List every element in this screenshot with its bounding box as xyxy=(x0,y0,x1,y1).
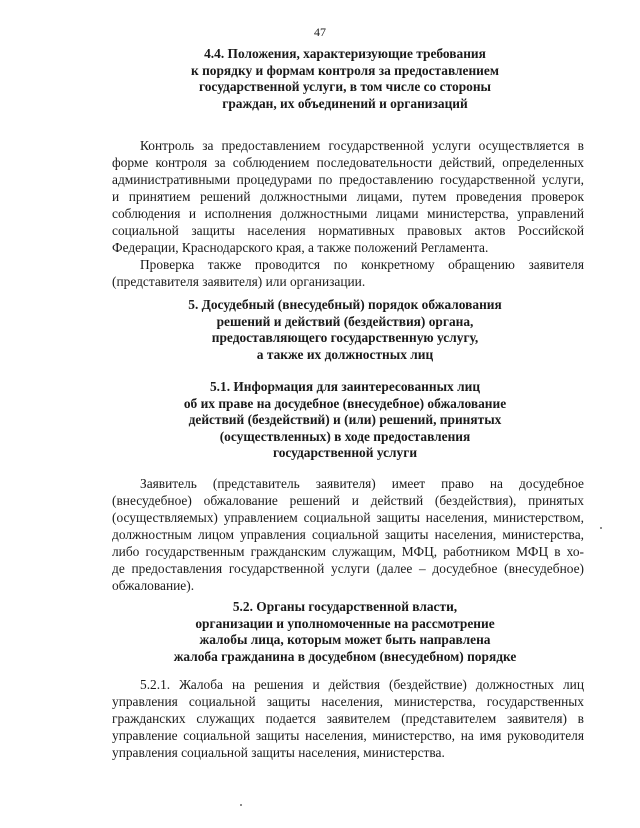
text-line: управления социальной защиты населения, министерства. xyxy=(112,745,445,760)
heading-line: государственной услуги, в том числе со стороны xyxy=(198,79,492,94)
text-line: управления социальной защиты населения, министерства, государственных xyxy=(112,694,584,709)
heading-line: 4.4. Положения, характеризующие требования xyxy=(204,46,486,61)
section-4-4-paragraph-1 xyxy=(112,137,584,256)
text-line: обжалование). xyxy=(112,578,195,593)
text-line: 5.2.1. Жалоба на решения и действия (бездействие) должностных лиц xyxy=(140,677,584,692)
section-4-4-paragraph-2 xyxy=(112,256,584,290)
heading-line: об их праве на досудебное (внесудебное) обжалование xyxy=(183,395,507,411)
text-line: гражданских служащих подается заявителем (представителем заявителя) в xyxy=(112,711,584,726)
heading-line: к порядку и формам контроля за предоставлением xyxy=(191,62,499,78)
heading-line: предоставляющего государственную услугу, xyxy=(211,330,479,345)
section-4-4-heading xyxy=(110,46,580,112)
text-line: соблюдения и исполнения должностными лицами министерства, управлений xyxy=(112,206,584,221)
text-line: Проверка также проводится по конкретному обращению заявителя xyxy=(140,257,584,272)
heading-line: 5. Досудебный (внесудебный) порядок обжалования xyxy=(188,297,502,312)
text-line: Заявитель (представитель заявителя) имеет право на досудебное xyxy=(140,476,584,491)
heading-line: решений и действий (бездействия) органа, xyxy=(216,313,474,329)
page-number: 47 xyxy=(314,25,326,39)
heading-line: 5.2. Органы государственной власти, xyxy=(232,599,458,614)
scan-speck xyxy=(600,527,602,529)
text-line: либо государственным гражданским служащим, МФЦ, работником МФЦ в хо- xyxy=(112,544,584,559)
text-line: (внесудебное) обжалование решений и действий (бездействия), принятых xyxy=(112,493,584,508)
text-line: де предоставления государственной услуги (далее – досудебное (внесудебное) xyxy=(112,561,584,576)
heading-line: государственной услуги xyxy=(272,445,418,460)
heading-line: действий (бездействий) и (или) решений, принятых xyxy=(188,412,502,427)
text-line: Контроль за предоставлением государственной услуги осуществляется в xyxy=(140,138,584,153)
scan-speck xyxy=(240,804,242,806)
section-5-2-heading xyxy=(110,599,580,665)
heading-line: жалобы лица, которым может быть направлена xyxy=(199,632,491,647)
heading-line: граждан, их объединений и организаций xyxy=(222,95,468,111)
text-line: (представителя заявителя) или организации. xyxy=(112,274,366,289)
text-line: форме контроля за соблюдением последовательности действий, определенных xyxy=(112,155,584,170)
section-5-heading xyxy=(110,297,580,363)
text-line: должностным лицом управления социальной защиты населения, министерства, xyxy=(112,527,584,542)
text-line: управление социальной защиты населения, министерство, на имя руководителя xyxy=(112,728,584,743)
heading-line: 5.1. Информация для заинтересованных лиц xyxy=(209,379,481,394)
heading-line: организации и уполномоченные на рассмотрение xyxy=(195,615,495,631)
section-5-1-paragraph xyxy=(112,475,584,594)
text-line: административными процедурами по предоставлению государственной услуги, xyxy=(112,172,584,187)
text-line: (осуществляемых) управлением социальной защиты населения, министерством, xyxy=(112,510,584,525)
heading-line: жалоба гражданина в досудебном (внесудебном) порядке xyxy=(173,648,517,664)
heading-line: (осуществленных) в ходе предоставления xyxy=(219,428,471,444)
heading-line: а также их должностных лиц xyxy=(256,346,434,362)
section-5-2-paragraph xyxy=(112,676,584,761)
text-line: социальной защиты населения нормативных правовых актов Российской xyxy=(112,223,584,238)
text-line: Федерации, Краснодарского края, а также положений Регламента. xyxy=(112,240,489,255)
text-line: и принятием решений должностными лицами, путем проведения проверок xyxy=(112,189,584,204)
section-5-1-heading xyxy=(110,379,580,462)
